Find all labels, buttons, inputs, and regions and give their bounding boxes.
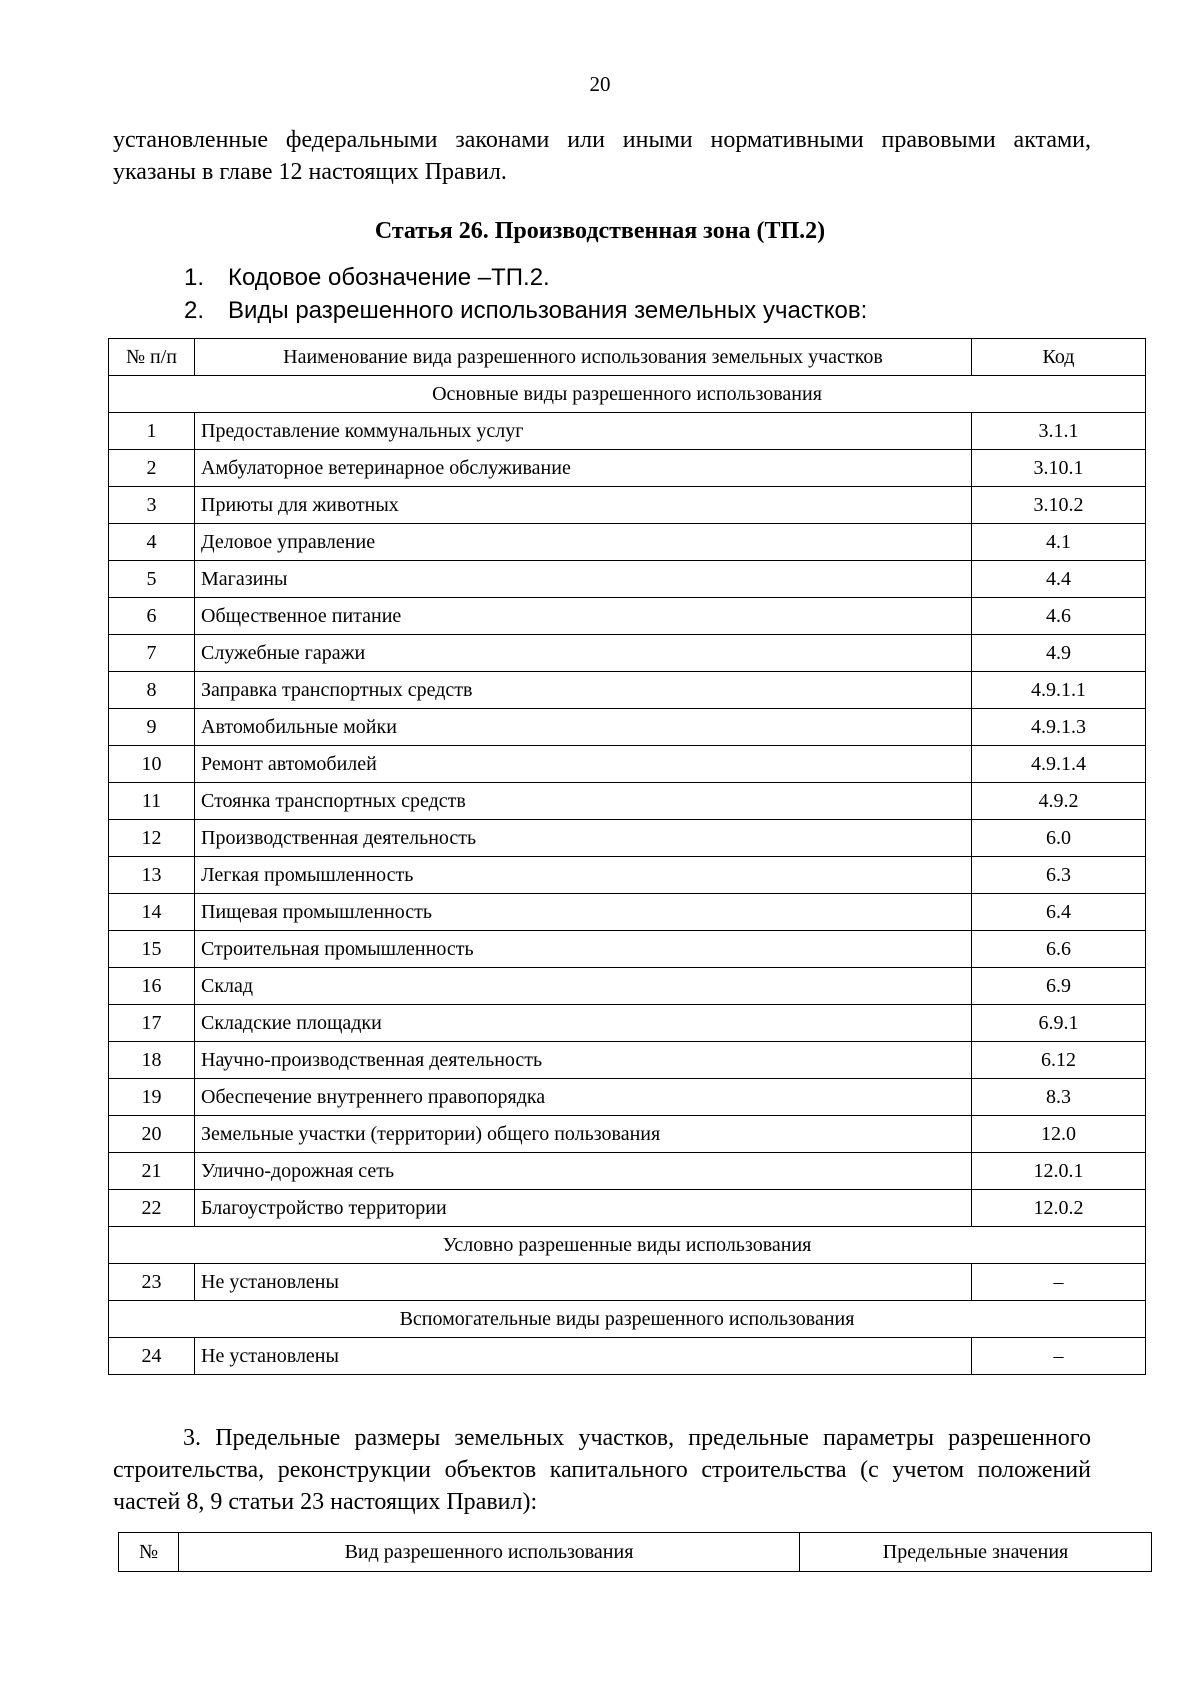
- row-code: 8.3: [972, 1079, 1146, 1116]
- row-number: 17: [109, 1005, 195, 1042]
- section-auxiliary-row: [109, 1301, 1146, 1338]
- page-number: 20: [589, 72, 611, 96]
- row-code: 4.9.2: [972, 783, 1146, 820]
- row-code: 6.6: [972, 931, 1146, 968]
- header-code: Код: [972, 339, 1146, 376]
- row-number: 11: [109, 783, 195, 820]
- list-item-uses: [184, 297, 867, 325]
- row-number: 18: [109, 1042, 195, 1079]
- row-code: 6.12: [972, 1042, 1146, 1079]
- row-code: 4.9: [972, 635, 1146, 672]
- row-code: 4.9.1.4: [972, 746, 1146, 783]
- row-name: Стоянка транспортных средств: [195, 783, 972, 820]
- table-header-row: [109, 339, 1146, 376]
- table-row: [109, 672, 1146, 709]
- row-code: 4.4: [972, 561, 1146, 598]
- intro-paragraph: установленные федеральными законами или иными нормативными правовыми актами, указаны в главе 12 настоящих Правил.: [113, 127, 1091, 185]
- row-code: 3.10.2: [972, 487, 1146, 524]
- row-number: 9: [109, 709, 195, 746]
- row-code: 6.4: [972, 894, 1146, 931]
- table-row: [109, 1005, 1146, 1042]
- row-code: 6.0: [972, 820, 1146, 857]
- row-code: 4.9.1.1: [972, 672, 1146, 709]
- row-name: Производственная деятельность: [195, 820, 972, 857]
- row-number: 14: [109, 894, 195, 931]
- row-name: Склад: [195, 968, 972, 1005]
- row-name: Строительная промышленность: [195, 931, 972, 968]
- row-number: 20: [109, 1116, 195, 1153]
- row-number: 24: [109, 1338, 195, 1375]
- row-name: Заправка транспортных средств: [195, 672, 972, 709]
- table-row: [109, 709, 1146, 746]
- row-code: 6.9.1: [972, 1005, 1146, 1042]
- table-row: [109, 1042, 1146, 1079]
- row-name: Обеспечение внутреннего правопорядка: [195, 1079, 972, 1116]
- row-name: Легкая промышленность: [195, 857, 972, 894]
- row-name: Улично-дорожная сеть: [195, 1153, 972, 1190]
- table-row: [109, 413, 1146, 450]
- row-name: Пищевая промышленность: [195, 894, 972, 931]
- article-title: Статья 26. Производственная зона (ТП.2): [374, 218, 826, 244]
- row-code: 3.1.1: [972, 413, 1146, 450]
- limits-header-number: №: [119, 1533, 179, 1572]
- permitted-uses-table: [108, 338, 1146, 1375]
- table-row: [109, 783, 1146, 820]
- row-number: 2: [109, 450, 195, 487]
- row-number: 4: [109, 524, 195, 561]
- row-number: 23: [109, 1264, 195, 1301]
- table-row: [109, 968, 1146, 1005]
- limits-table: [118, 1532, 1152, 1572]
- row-code: 4.9.1.3: [972, 709, 1146, 746]
- row-number: 12: [109, 820, 195, 857]
- row-name: Благоустройство территории: [195, 1190, 972, 1227]
- table-row: [109, 487, 1146, 524]
- row-code: 12.0: [972, 1116, 1146, 1153]
- row-name: Деловое управление: [195, 524, 972, 561]
- table-row: [109, 561, 1146, 598]
- row-number: 16: [109, 968, 195, 1005]
- row-name: Не установлены: [195, 1264, 972, 1301]
- row-code: 6.3: [972, 857, 1146, 894]
- list-item-code: [184, 264, 550, 292]
- row-code: 4.1: [972, 524, 1146, 561]
- limits-header-values: Предельные значения: [800, 1533, 1152, 1572]
- table-row: [109, 635, 1146, 672]
- row-number: 8: [109, 672, 195, 709]
- list-item-number: 1.: [184, 264, 205, 291]
- row-name: Магазины: [195, 561, 972, 598]
- row-number: 22: [109, 1190, 195, 1227]
- row-name: Приюты для животных: [195, 487, 972, 524]
- row-number: 1: [109, 413, 195, 450]
- row-code: 6.9: [972, 968, 1146, 1005]
- row-code: 12.0.2: [972, 1190, 1146, 1227]
- table-row: [109, 450, 1146, 487]
- header-name: Наименование вида разрешенного использования земельных участков: [195, 339, 972, 376]
- row-code: –: [972, 1264, 1146, 1301]
- header-number: № п/п: [109, 339, 195, 376]
- table-row: [109, 1116, 1146, 1153]
- table-row: [109, 820, 1146, 857]
- permitted-uses-body: [109, 376, 1146, 1375]
- table-row: [109, 1153, 1146, 1190]
- row-code: –: [972, 1338, 1146, 1375]
- row-number: 10: [109, 746, 195, 783]
- limits-header-row: [119, 1533, 1152, 1572]
- table-row: [109, 1079, 1146, 1116]
- row-number: 3: [109, 487, 195, 524]
- list-item-text: Кодовое обозначение –ТП.2.: [228, 264, 550, 291]
- section-conditional-title: Условно разрешенные виды использования: [109, 1227, 1146, 1264]
- section-main-row: [109, 376, 1146, 413]
- row-number: 6: [109, 598, 195, 635]
- table-row: [109, 598, 1146, 635]
- row-name: Научно-производственная деятельность: [195, 1042, 972, 1079]
- row-number: 5: [109, 561, 195, 598]
- row-name: Не установлены: [195, 1338, 972, 1375]
- row-name: Служебные гаражи: [195, 635, 972, 672]
- section-conditional-row: [109, 1227, 1146, 1264]
- table-row: [109, 1338, 1146, 1375]
- row-name: Складские площадки: [195, 1005, 972, 1042]
- limits-header-use: Вид разрешенного использования: [179, 1533, 800, 1572]
- section-auxiliary-title: Вспомогательные виды разрешенного использования: [109, 1301, 1146, 1338]
- row-name: Амбулаторное ветеринарное обслуживание: [195, 450, 972, 487]
- table-row: [109, 746, 1146, 783]
- row-name: Автомобильные мойки: [195, 709, 972, 746]
- row-code: 12.0.1: [972, 1153, 1146, 1190]
- list-item-number: 2.: [184, 297, 205, 324]
- table-row: [109, 1264, 1146, 1301]
- row-code: 3.10.1: [972, 450, 1146, 487]
- row-number: 19: [109, 1079, 195, 1116]
- list-item-text: Виды разрешенного использования земельных участков:: [228, 297, 868, 324]
- table-row: [109, 524, 1146, 561]
- table-row: [109, 1190, 1146, 1227]
- row-number: 7: [109, 635, 195, 672]
- row-name: Ремонт автомобилей: [195, 746, 972, 783]
- row-number: 15: [109, 931, 195, 968]
- row-name: Предоставление коммунальных услуг: [195, 413, 972, 450]
- table-row: [109, 894, 1146, 931]
- paragraph-3: 3. Предельные размеры земельных участков, предельные параметры разрешенного строительства, реконструкции объектов капитального строительства (с учетом положений частей 8, 9 статьи 23 настоящих Правил):: [113, 1425, 1091, 1515]
- row-number: 21: [109, 1153, 195, 1190]
- section-main-title: Основные виды разрешенного использования: [109, 376, 1146, 413]
- row-name: Общественное питание: [195, 598, 972, 635]
- row-code: 4.6: [972, 598, 1146, 635]
- row-number: 13: [109, 857, 195, 894]
- row-name: Земельные участки (территории) общего пользования: [195, 1116, 972, 1153]
- table-row: [109, 931, 1146, 968]
- table-row: [109, 857, 1146, 894]
